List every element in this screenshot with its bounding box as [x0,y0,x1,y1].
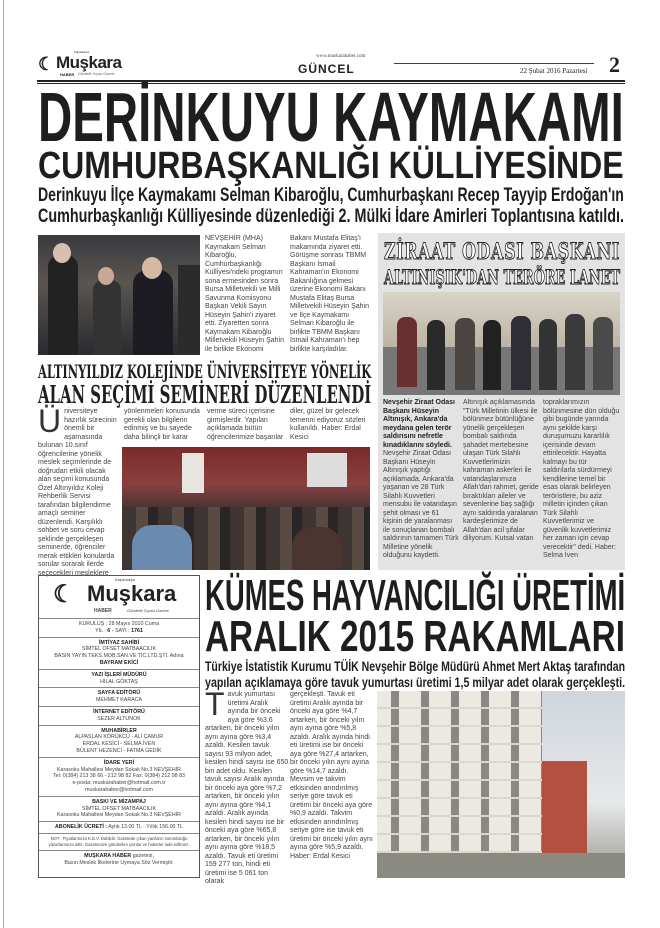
newspaper-logo [38,50,128,80]
kolej-article-col1 [38,403,120,578]
page-edge [3,0,4,928]
footer-paper-name: MUŞKARA HABER [84,852,132,859]
ziraat-article-col3: topraklarımızın bölünmesine dün olduğu gibi bugünde yarında aynı şekilde karşı duruşumuzu kararlılık içerisinde devam ettirilecektir. Hayatta kalmayı bu tür saldırılarla sürdürmeyi kendilerine temel bir esas olarak belirleyen teröristlere, bu aziz milletin içinden çıkan Türk Silahlı Kuvvetlerimiz ve güvenlik kuvvetlerimiz her zaman için cevap verecektir" dedi. Haber: Selma İven [543,399,620,559]
lead-article-col1: NEVŞEHİR (MHA) Kaymakam Selman Kibaroğlu, Cumhurbaşkanlığı Külliyesi'ndeki programın sona ermesinden sonra Bursa Milletvekili ve Milli Savunma Komisyonu Başkan Vekili Sayın Hüseyin Şahin'i ziyaret etti. Ziyaretten sonra Kaymakam Kibaroğlu Milletvekili Hüseyin Şahin ile birlikte Ekonomi [205,235,284,353]
masthead-section-line: SİMTEL OFSET MATBAACILIK [81,805,157,812]
masthead-section-line: SİMTEL OFSET MATBAACILIK [81,646,157,653]
kolej-article-col2: yönlenmeleri konusunda gerekli olan bilgilerin edinmiş ve bu sayede daha bilinçli bir karar [124,408,200,441]
year-value: 6 [107,627,111,634]
masthead-section [39,796,199,821]
masthead-subscription [39,821,199,833]
issue-date: 22 Şubat 2016 Pazartesi [520,67,588,75]
lead-subtitle-line2: Cumhurbaşkanlığı Külliyesinde düzenlediği 2. Mülki İdare Amirleri Toplantısına katıldı. [38,206,624,227]
lead-article-col2: Bakanı Mustafa Elitaş'ı makamında ziyaret etti. Görüşme sonrası TBMM Başkanı İsmail Kahraman'ın Ekonomi Bakanlığına gelmesi üzerine Ekonomi Bakanı Mustafa Elitaş Bursa Milletvekili Hüseyin Şahin ve İlçe Kaymakamı Selman Kibaroğlu ile birlikte TBMM Başkanı İsmail Kahraman'ı hep birlikte karşıladılar. [290,235,369,353]
masthead-section-line: BASIN YAYIN TEKS.MOB.SAN.VE TİC.LTD.ŞTİ. Adına [54,653,184,660]
issue-label: - SAYI : [110,627,132,634]
issue-value: 1761 [131,627,143,634]
masthead-section-line: HİLAL GÖKTAŞ [100,678,138,685]
kumes-building-photo [377,691,625,878]
logo-text: Muşkara [56,53,122,72]
website: www.muskarahaber.com [316,54,366,59]
masthead-section [39,725,199,757]
ziraat-group-photo [383,292,620,395]
masthead-section-title: İNTERNET EDİTÖRÜ [93,708,145,715]
masthead-logo-top: Kapadokya [115,577,136,582]
masthead-section-line: BÜLENT HEZENCİ - FATMA GEDİK [76,747,162,754]
masthead-logo-tagline: Gündelik Sıyasi Gazete [127,608,169,613]
masthead-section-title: MUHABİRLER [101,727,137,734]
kumes-article-col2: gerçekleşti. Tavuk eti üretimi Aralık ayında bir önceki aya göre %4,7 artarken, bir önceki yılın aynı ayına göre %5,8 azaldı. Aralık ayında hindi eti üretimi ise bir önceki aya göre %27,4 artarken, bir önceki yılın aynı ayına göre %14,7 azaldı. Mevsim ve takvim etkisinden arındırılmış seriye göre tavuk eti üretimi bir önceki aya göre %0,9 azaldı. Takvim etkisinden arındırılmış seriye göre ise tavuk eti üretimi bir önceki yılın aynı ayına göre %5,9 azaldı. Haber: Erdal Kesici [290,691,373,860]
masthead-section-line: ALPASLAN KÖRÜKCÜ - ALİ ÇAMUR [74,734,164,741]
section-name: GÜNCEL [298,62,355,76]
page-number: 2 [609,52,620,77]
kolej-article-col4: diler, güzel bir gelecek temenni ediyoruz sözleri kullanıldı. Haber: Erdal Kesici [290,408,366,441]
masthead-section-line: Tel: 0(384) 213 38 66 - 212 98 82 Fax: 0(384) 212 98 83 [53,773,185,780]
kolej-col1-top: niversiteye hazırlık sürecinin önemli bir aşamasında [64,408,117,441]
footer-line1: gazetesi, [131,852,154,859]
ziraat-lead: Nevşehir Ziraat Odası Başkanı Hüseyin Altınışık, Ankara'da meydana gelen terör saldırısını nefretle kınadıklarını söyledi. [383,399,455,449]
masthead-section-line: ERDAL KESİCİ - SELMA İVEN [82,741,156,748]
masthead-section [39,669,199,688]
masthead-logo-bird-icon: ☾ [53,581,75,608]
lead-headline-line2: CUMHURBAŞKANLIĞI KÜLLİYESİNDE [38,145,624,187]
kolej-article-col3: verme süreci içerisine girmişlerdir. Yapılan açıklamada bütün öğrencilerimize başarılar [207,408,284,441]
masthead-section [39,687,199,706]
subscription-value: Aylık 13.00 TL - Yıllık 156.00 TL [107,824,184,831]
subscription-label: ABONELİK ÜCRETİ : [54,824,108,831]
masthead-section-line: SEZER ALTUNOK [97,715,141,722]
masthead-logo-sub: HABER [94,608,112,614]
masthead-founded [39,618,199,637]
kumes-col1-text: %3,6 artarken, bir önceki yılın aynı ayına göre %3,4 azaldı. Kesilen tavuk sayısı 93 milyon adet, kesilen hindi sayısı ise 650 bin adet oldu. Kesilen tavuk sayısı Aralık ayında bir önceki aya göre %7,2 artarken, bir önceki yılın aynı ayına göre %4,1 azaldı. Aralık ayında kesilen hindi sayısı ise bir önceki aya göre %65,8 artarken, bir önceki yılın aynı ayına göre %18,5 azaldı. Tavuk eti üretimi 159 277 ton, hindi eti üretimi ise 5 061 ton olarak [205,716,289,885]
masthead-logo-text: Muşkara [87,581,177,606]
kolej-drop-cap: Ü [38,403,62,439]
kumes-headline-line2: ARALIK 2015 RAKAMLARI [205,612,625,661]
header-rule [394,63,594,64]
kolej-headline-line1: ALTINYILDIZ KOLEJİNDE ÜNİVERSİTEYE YÖNELİK [38,361,372,383]
masthead-logo [39,576,199,618]
ziraat-headline-line2: ALTINIŞIK'DAN TERÖRE LANET [384,265,621,289]
masthead-section-line: MEHMET KARACA [95,697,143,704]
ziraat-article-col1 [383,399,460,561]
masthead-section-title: BASKI VE MİZAMPAJ [92,798,146,805]
kumes-subtitle-line1: Türkiye İstatistik Kurumu TÜİK Nevşehir Bölge Müdürü Ahmet Mert Aktaş tarafından [205,658,626,674]
masthead-section [39,706,199,725]
founded-date: KURULUŞ : 28 Mayıs 2010 Cuma [78,621,160,627]
masthead-section-title: İMTİYAZ SAHİBİ [98,639,140,646]
kolej-headline-line2: ALAN SEÇİMİ SEMİNERİ DÜZENLENDİ [38,380,372,409]
logo-top: Kapadokya [74,50,90,54]
ziraat-headline-line1: ZİRAAT ODASI BAŞKANI [384,239,620,265]
masthead-section-title: SAYFA EDİTÖRÜ [97,690,141,697]
kumes-drop-cap: T [205,686,225,722]
kolej-seminar-photo [122,447,370,570]
logo-tagline: Gündelik Sıyasi Gazete [78,72,115,76]
masthead-section-line: Karasoku Mahallesi Meydan Sokak No.3 NEVŞEHİR [57,812,181,819]
masthead-section-line: Karasoku Mahallesi Meydan Sokak No.3 NEVŞEHİR [57,766,181,773]
kolej-col1-text: bulunan 10.sınıf öğrencilerine yönelik meslek seçimlerinde de doğrudan etkili olacak alan seçimi konusunda Özel Altınyıldız Koleji Rehberlik Servisi tarafından bilgilendirme amaçlı seminer düzenlendi. Karşılıklı sohbet ve soru cevap şeklinde gerçekleşen seminerde, öğrenciler merak ettikleri konularda sorular sorarak ilerde seçecekleri mesleklere [38,442,115,577]
year-label: YIL : [95,627,108,634]
masthead-section [39,757,199,796]
ziraat-col1-text: Nevşehir Ziraat Odası Başkanı Hüseyin Altınışık yaptığı açıklamada, Ankara'da yaşanan ve 28 Türk Silahlı Kuvvetleri mensubu ile vatandaşın şehit olması ve 61 kişinin de yaralanması ile sonuçlanan bombalı saldırının tamamen Türk Milletine yönelik olduğunu kaydetti. [383,450,459,559]
kumes-subtitle-line2: yapılan açıklamaya göre tavuk yumurtası üretimi 1,5 milyar adet olarak gerçekleşti. [205,674,626,690]
kumes-col1-top: avuk yumurtası üretimi Aralık ayında bir önceki aya göre [227,691,281,724]
logo-bird-icon: ☾ [38,54,55,74]
footer-line2: Basın Meslek İlkelerine Uymaya Söz Vermiştir. [64,859,174,866]
masthead-section-title: YAZI İŞLERİ MÜDÜRÜ [91,671,147,678]
kumes-article-col1 [205,686,289,887]
masthead-note: NOT : Fiyatlarımıza K.D.V. Dahildir. Gazetede çıkan yazıların sorumluluğu yazarlarımıza aittir. Gazetemize gönderilen yazılar ve haberler iade edilmez. [39,833,199,850]
masthead-section-title: İDARE YERİ [103,759,135,766]
masthead-section-line: e-posta: muskarahaber@hotmail.com.tr [72,780,166,787]
masthead-section-line: muskarahaber@hotmail.com [85,786,153,793]
masthead-section-name: BAYRAM EKİCİ [99,659,139,666]
kumes-headline-line1: KÜMES HAYVANCILIĞI ÜRETİMİ [205,571,626,620]
masthead-section [39,637,199,669]
masthead-footer [39,850,199,869]
lead-headline-line1: DERİNKUYU KAYMAKAMI [38,78,624,156]
logo-sub: HABER [60,72,75,77]
ziraat-article-col2: Altınışık açıklamasında "Türk Milletinin ülkesi ile bölünmez bütünlüğüne yönelik gerçekleşen bombalı saldırıda şahadet mertebesine ulaşan Türk Silahlı Kuvvetlerimizin kahraman askerleri ile vatandaşlarımıza Allah'dan rahmet, geride bıraktıkları aileler ve sevenlerine baş sağlığı aynı saldırıda yaralanan kardeşlerimize de Allah'dan acil şifalar diliyorum. Kutsal vatan [463,399,539,542]
lead-subtitle-line1: Derinkuyu İlçe Kaymakamı Selman Kibaroğlu, Cumhurbaşkanı Recep Tayyip Erdoğan'ın [38,185,624,206]
masthead-box [38,575,200,878]
lead-photo-handshake [38,235,200,355]
